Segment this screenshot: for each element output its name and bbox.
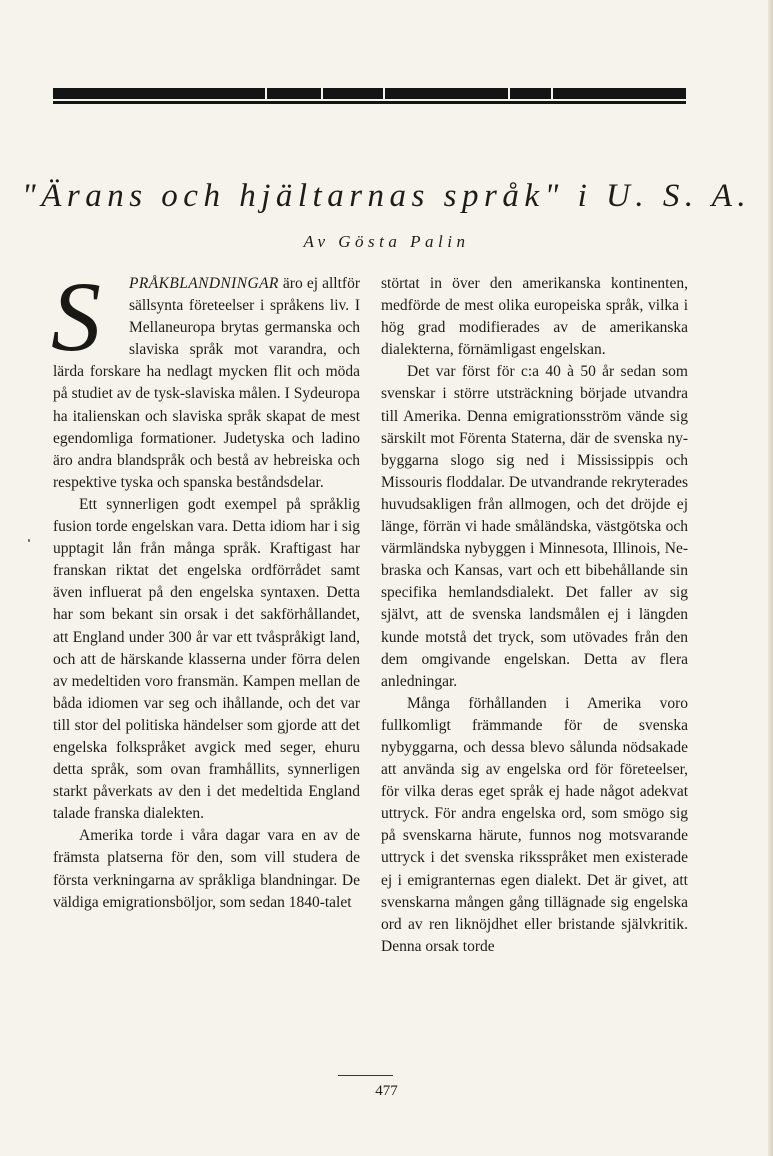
paragraph-4: störtat in över den amerikanska kontinenten, medförde de mest olika europeiska språk, vilka i hög grad modifierades av de amerikanska dialekterna, förnämligast engelskan.: [381, 275, 688, 359]
paragraph-5: Det var först för c:a 40 à 50 år sedan som svenskar i större utsträckning började utvandra till Amerika. Denna emigrationsström vände sig särskilt mot Förenta Staterna, där de svenska nybyggarna slogo sig ned i Mississippis och Missouris floddalar. De utvandrande rekryterades huvudsakligen från allmogen, och det dröjde ej länge, förrän vi hade småländska, västgötska och värmländska nybyggen i Minnesota, Illinois, Nebraska och Kansas, vart och ett bibehållande sin specifika hemlandsdialekt. Det faller av sig självt, att de svenska landsmålen ej i längden kunde motstå det tryck, som utövades från den dem omgivande engelskan. Detta av flera anledningar.: [381, 363, 688, 690]
paragraph-3: Amerika torde i våra dagar vara en av de främsta platserna för den, som vill studera de första verkningarna av språkliga blandningar. De väldiga emigrationsböljor, som sedan 1840-talet: [53, 827, 360, 911]
article-title: "Ärans och hjältarnas språk" i U. S. A.: [21, 178, 752, 214]
article-byline: Av Gösta Palin: [303, 232, 470, 251]
left-column: [51, 261, 360, 914]
print-speck: [28, 539, 30, 542]
header-rule-thin: [53, 101, 686, 104]
page-number: 477: [375, 1083, 398, 1099]
drop-cap: S: [51, 261, 101, 372]
lead-word: PRÅKBLANDNINGAR: [129, 275, 279, 292]
page-edge: [768, 0, 773, 1156]
header-rule-thick: [53, 88, 686, 99]
paragraph-6: Många förhållanden i Amerika voro fullkomligt främmande för de svenska nybyggarna, och dessa blevo sålunda nödsakade att använda sig av engelska ord för företeelser, för vilka deras eget språk ej hade något adekvat uttryck. För andra engelska ord, som smögo sig på svenskarna härute, funnos nog motsvarande uttryck i det svenska riksspråket men existerade ej i emigranternas egen dialekt. Det är givet, att svenskarna mången gång tillägnade sig engelska ord av ren liknöjdhet eller bristande självkritik. Denna orsak torde: [381, 694, 688, 955]
right-column: [381, 273, 688, 958]
paragraph-1: [51, 261, 360, 494]
folio-rule: [338, 1075, 393, 1076]
paragraph-1-text: äro ej alltför sällsynta företeelser i språkens liv. I Mellaneuropa brytas germanska och slaviska språk mot varandra, och lärda forskare ha nedlagt mycken flit och möda på studiet av de tysk-slaviska målen. I Sydeuropa ha italienskan och slaviska språk skapat de mest egendomliga formationer. Judetyska och ladino äro andra blandspråk och bestå av hebreiska och respektive tyska och spanska beståndsdelar.: [53, 275, 360, 491]
paragraph-2: Ett synnerligen godt exempel på språklig fusion torde engelskan vara. Detta idiom har i sig upptagit lån från många språk. Kraftigast har franskan riktat det engelska ordförrådet samt även influerat på den engelska syntaxen. Detta har som bekant sin orsak i det sakförhållandet, att England under 300 år var ett tvåspråkigt land, och att de härskande klasserna under förra delen av medeltiden voro fransmän. Kampen mellan de båda idiomen var seg och ihållande, och det var till stor del politiska händelser som gjorde att det engelska folkspråket avgick med seger, ehuru detta språk, som ovan framhållits, synnerligen starkt påverkats av den i det medeltida England talade franska dialekten.: [53, 495, 360, 823]
